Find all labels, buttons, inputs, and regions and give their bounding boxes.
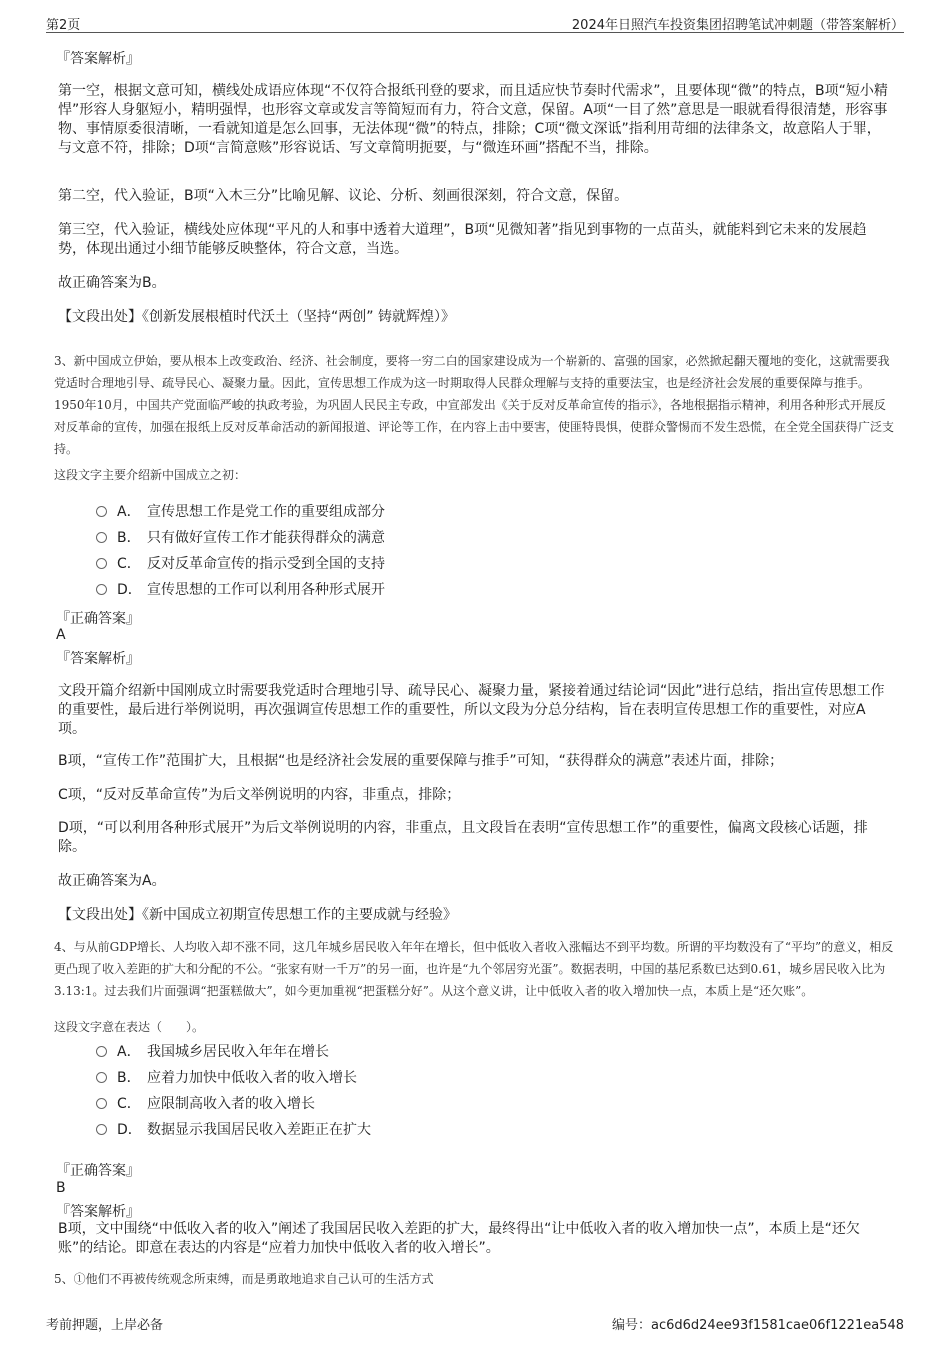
q4-analysis-label: 『答案解析』 bbox=[56, 1204, 140, 1220]
q3-answer-label: 『正确答案』 bbox=[56, 611, 140, 627]
q3-analysis-p1: 文段开篇介绍新中国刚成立时需要我党适时合理地引导、疏导民心、凝聚力量，紧接着通过结论词“因此”进行总结，指出宣传思想工作的重要性，最后进行举例说明，再次强调宣传思想工作的重要性，所以文段为分总分结构，旨在表明宣传思想工作的重要性，对应A项。 bbox=[58, 683, 885, 737]
q3-source: 【文段出处】《新中国成立初期宣传思想工作的主要成就与经验》 bbox=[58, 907, 457, 923]
q5-stem: 5、①他们不再被传统观念所束缚，而是勇敢地追求自己认可的生活方式 bbox=[54, 1272, 434, 1286]
radio-icon[interactable] bbox=[96, 506, 107, 517]
q4-question: 这段文字意在表达（ ）。 bbox=[54, 1020, 205, 1034]
q4-answer-label: 『正确答案』 bbox=[56, 1163, 140, 1179]
q2-analysis-p1: 第一空，根据文意可知，横线处成语应体现“不仅符合报纸刊登的要求，而且适应快节奏时代需求”，且要体现“微”的特点，B项“短小精悍”形容人身躯短小，精明强悍，也形容文章或发言等简短而有力，符合文意，保留。A项“一目了然”意思是一眼就看得很清楚，形容事物、事情原委很清晰，一看就知道是怎么回事，无法体现“微”的特点，排除；C项“微文深诋”指利用苛细的法律条文，故意陷人于罪，与文意不符，排除；D项“言简意赅”形容说话、写文章简明扼要，与“微连环画”搭配不当，排除。 bbox=[58, 83, 888, 156]
q3-conclusion: 故正确答案为A。 bbox=[58, 873, 166, 889]
radio-icon[interactable] bbox=[96, 1072, 107, 1083]
q3-analysis-p4: D项，“可以利用各种形式展开”为后文举例说明的内容，非重点，且文段旨在表明“宣传思想工作”的重要性，偏离文段核心话题，排除。 bbox=[58, 820, 868, 855]
q4-option-b[interactable]: B． 应着力加快中低收入者的收入增长 bbox=[96, 1069, 357, 1087]
q3-answer: A bbox=[56, 627, 66, 643]
q4-option-a[interactable]: A． 我国城乡居民收入年年在增长 bbox=[96, 1043, 329, 1061]
q3-question: 这段文字主要介绍新中国成立之初： bbox=[54, 468, 247, 482]
q3-option-c[interactable]: C． 反对反革命宣传的指示受到全国的支持 bbox=[96, 555, 385, 573]
q3-analysis-label: 『答案解析』 bbox=[56, 651, 140, 667]
page-footer bbox=[46, 1314, 904, 1332]
document-title: 2024年日照汽车投资集团招聘笔试冲刺题（带答案解析） bbox=[571, 18, 904, 33]
radio-icon[interactable] bbox=[96, 532, 107, 543]
q3-option-b[interactable]: B． 只有做好宣传工作才能获得群众的满意 bbox=[96, 529, 385, 547]
q3-stem: 3、新中国成立伊始，要从根本上改变政治、经济、社会制度，要将一穷二白的国家建设成为一个崭新的、富强的国家，必然掀起翻天覆地的变化，这就需要我党适时合理地引导、疏导民心、凝聚力量。因此，宣传思想工作成为这一时期取得人民群众理解与支持的重要法宝，也是经济社会发展的重要保障与推手。1950年10月，中国共产党面临严峻的执政考验，为巩固人民民主专政，中宣部发出《关于反对反革命宣传的指示》，各地根据指示精神，利用各种形式开展反对反革命的宣传，加强在报纸上反对反革命活动的新闻报道、评论等工作，在内容上击中要害，使匪特畏惧，使群众警惕而不发生恐慌，在全党全国获得广泛支持。 bbox=[54, 354, 895, 456]
q2-source: 【文段出处】《创新发展根植时代沃土（坚持“两创” 铸就辉煌）》 bbox=[58, 309, 455, 325]
q3-option-d[interactable]: D． 宣传思想的工作可以利用各种形式展开 bbox=[96, 581, 385, 599]
footer-slogan: 考前押题，上岸必备 bbox=[46, 1318, 164, 1333]
q2-analysis-p3: 第三空，代入验证，横线处应体现“平凡的人和事中透着大道理”，B项“见微知著”指见到事物的一点苗头，就能料到它未来的发展趋势，体现出通过小细节能够反映整体，符合文意，当选。 bbox=[58, 222, 867, 257]
q4-option-d[interactable]: D． 数据显示我国居民收入差距正在扩大 bbox=[96, 1121, 371, 1139]
radio-icon[interactable] bbox=[96, 1124, 107, 1135]
q2-conclusion: 故正确答案为B。 bbox=[58, 275, 166, 291]
q4-option-c[interactable]: C． 应限制高收入者的收入增长 bbox=[96, 1095, 315, 1113]
q4-analysis: B项，文中围绕“中低收入者的收入”阐述了我国居民收入差距的扩大，最终得出“让中低收入者的收入增加快一点”，本质上是“还欠账”的结论。即意在表达的内容是“应着力加快中低收入者的收入增长”。 bbox=[58, 1221, 860, 1256]
radio-icon[interactable] bbox=[96, 584, 107, 595]
radio-icon[interactable] bbox=[96, 1046, 107, 1057]
q3-analysis-p2: B项，“宣传工作”范围扩大，且根据“也是经济社会发展的重要保障与推手”可知，“获得群众的满意”表述片面，排除； bbox=[58, 753, 784, 769]
q3-analysis-p3: C项，“反对反革命宣传”为后文举例说明的内容，非重点，排除； bbox=[58, 787, 461, 803]
q4-stem: 4、与从前GDP增长、人均收入却不涨不同，这几年城乡居民收入年年在增长，但中低收入者收入涨幅达不到平均数。所谓的平均数没有了“平均”的意义，相反更凸现了收入差距的扩大和分配的不公。“张家有财一千万”的另一面，也许是“九个邻居穷光蛋”。数据表明，中国的基尼系数已达到0.61，城乡居民收入比为3.13:1。过去我们片面强调“把蛋糕做大”，如今更加重视“把蛋糕分好”。从这个意义讲，让中低收入者的收入增加快一点，本质上是“还欠账”。 bbox=[54, 940, 894, 998]
document-id: 编号：ac6d6d24ee93f1581cae06f1221ea548 bbox=[612, 1318, 904, 1333]
page-number: 第2页 bbox=[46, 18, 81, 33]
q2-analysis-p2: 第二空，代入验证，B项“入木三分”比喻见解、议论、分析、刻画很深刻，符合文意，保留。 bbox=[58, 188, 629, 204]
q4-answer: B bbox=[56, 1180, 66, 1196]
q2-analysis-label: 『答案解析』 bbox=[56, 51, 140, 67]
radio-icon[interactable] bbox=[96, 1098, 107, 1109]
page-header bbox=[46, 14, 904, 33]
q3-option-a[interactable]: A． 宣传思想工作是党工作的重要组成部分 bbox=[96, 503, 385, 521]
radio-icon[interactable] bbox=[96, 558, 107, 569]
